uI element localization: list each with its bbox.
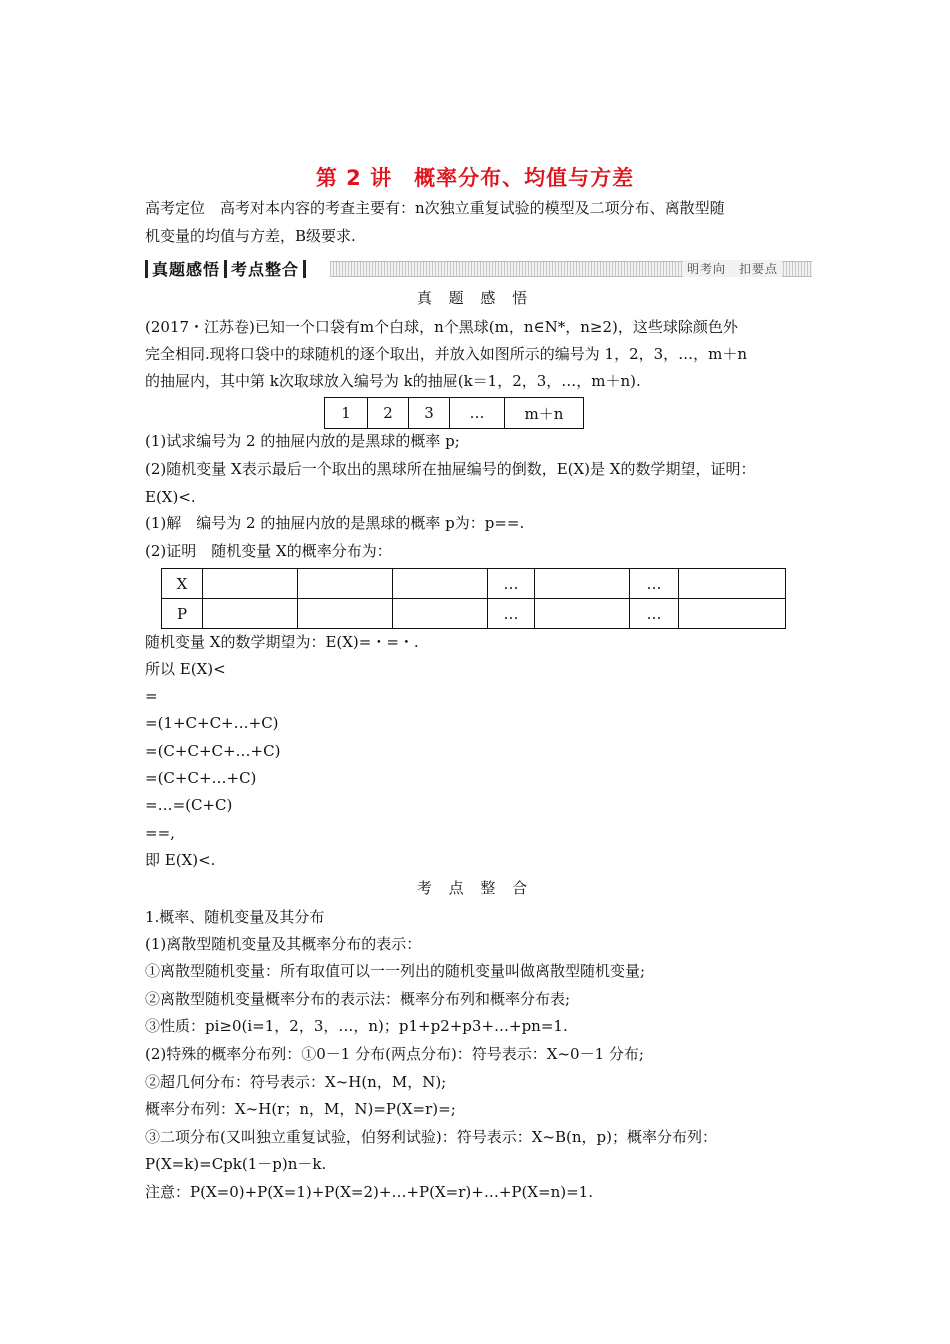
intro-line-1: 高考定位 高考对本内容的考查主要有：n次独立重复试验的模型及二项分布、离散型随 (145, 199, 725, 217)
banner-right-text: 明考向 扣要点 (683, 260, 782, 277)
table-cell: … (488, 569, 535, 599)
point-line: ②离散型随机变量概率分布的表示法：概率分布列和概率分布表; (145, 990, 571, 1008)
table-cell (679, 569, 786, 599)
proof-line: ==, (145, 824, 175, 842)
point-line: P(X=k)=Cpk(1－p)n－k. (145, 1155, 327, 1173)
point-line: ③二项分布(又叫独立重复试验，伯努利试验)：符号表示：X~B(n，p)；概率分布列： (145, 1128, 717, 1146)
proof-line: = (145, 687, 158, 705)
proof-line: 即 E(X)<. (145, 851, 216, 869)
question-2-line-2: E(X)<. (145, 488, 196, 506)
banner-tag (145, 258, 306, 279)
solution-part-1: (1)解 编号为 2 的抽屉内放的是黑球的概率 p为：p==. (145, 514, 525, 532)
table-cell: X (162, 569, 203, 599)
proof-line: =…=(C+C) (145, 796, 233, 814)
table-cell (535, 599, 630, 629)
drawer-table (324, 397, 584, 429)
section-heading-kaodian: 考 点 整 合 (416, 879, 534, 897)
table-cell: P (162, 599, 203, 629)
table-cell (298, 569, 393, 599)
drawer-cell: 2 (368, 398, 409, 429)
banner-tag-right: 考点整合 (231, 260, 300, 279)
point-line: ①离散型随机变量：所有取值可以一一列出的随机变量叫做离散型随机变量; (145, 962, 646, 980)
problem-line-3: 的抽屉内，其中第 k次取球放入编号为 k的抽屉(k＝1，2，3，…，m＋n). (145, 372, 641, 390)
table-row (162, 569, 786, 599)
drawer-cell: … (450, 398, 505, 429)
table-cell: … (630, 599, 679, 629)
drawer-cell: 1 (325, 398, 368, 429)
proof-line: 所以 E(X)< (145, 660, 226, 678)
question-1: (1)试求编号为 2 的抽屉内放的是黑球的概率 p; (145, 432, 460, 450)
distribution-table (161, 568, 786, 629)
page-title: 第 2 讲 概率分布、均值与方差 (315, 166, 635, 190)
table-cell (393, 599, 488, 629)
section-heading-zhenti: 真 题 感 悟 (416, 289, 534, 307)
point-line: ③性质：pi≥0(i=1，2，3，…，n)；p1+p2+p3+…+pn=1. (145, 1017, 568, 1035)
table-cell (298, 599, 393, 629)
problem-line-1: (2017・江苏卷)已知一个口袋有m个白球，n个黑球(m，n∈N*，n≥2)，这些球除颜色外 (145, 318, 738, 336)
point-line: 1.概率、随机变量及其分布 (145, 908, 325, 926)
table-cell (393, 569, 488, 599)
solution-part-2: (2)证明 随机变量 X的概率分布为： (145, 542, 392, 560)
table-cell: … (488, 599, 535, 629)
question-2-line-1: (2)随机变量 X表示最后一个取出的黑球所在抽屉编号的倒数，E(X)是 X的数学期望，证明： (145, 460, 756, 478)
point-line: (1)离散型随机变量及其概率分布的表示： (145, 935, 422, 953)
point-line: 注意：P(X=0)+P(X=1)+P(X=2)+…+P(X=r)+…+P(X=n)=1. (145, 1183, 593, 1201)
section-banner (145, 258, 812, 279)
proof-line: =(C+C+C+…+C) (145, 742, 281, 760)
banner-tag-left: 真题感悟 (152, 260, 221, 279)
drawer-cell: 3 (409, 398, 450, 429)
proof-line: 随机变量 X的数学期望为：E(X)=・=・. (145, 633, 419, 651)
table-cell (203, 569, 298, 599)
proof-line: =(C+C+…+C) (145, 769, 257, 787)
problem-line-2: 完全相同.现将口袋中的球随机的逐个取出，并放入如图所示的编号为 1，2，3，…，m＋n (145, 345, 748, 363)
table-cell (203, 599, 298, 629)
table-cell (535, 569, 630, 599)
proof-line: =(1+C+C+…+C) (145, 714, 279, 732)
table-cell: … (630, 569, 679, 599)
banner-divider (303, 260, 306, 278)
point-line: ②超几何分布：符号表示：X~H(n，M，N); (145, 1073, 447, 1091)
drawer-cell: m＋n (505, 398, 584, 429)
table-cell (679, 599, 786, 629)
intro-line-2: 机变量的均值与方差，B级要求. (145, 227, 356, 245)
table-row (162, 599, 786, 629)
point-line: (2)特殊的概率分布列：①0－1 分布(两点分布)：符号表示：X~0－1 分布; (145, 1045, 644, 1063)
point-line: 概率分布列：X~H(r；n，M，N)=P(X=r)=; (145, 1100, 456, 1118)
